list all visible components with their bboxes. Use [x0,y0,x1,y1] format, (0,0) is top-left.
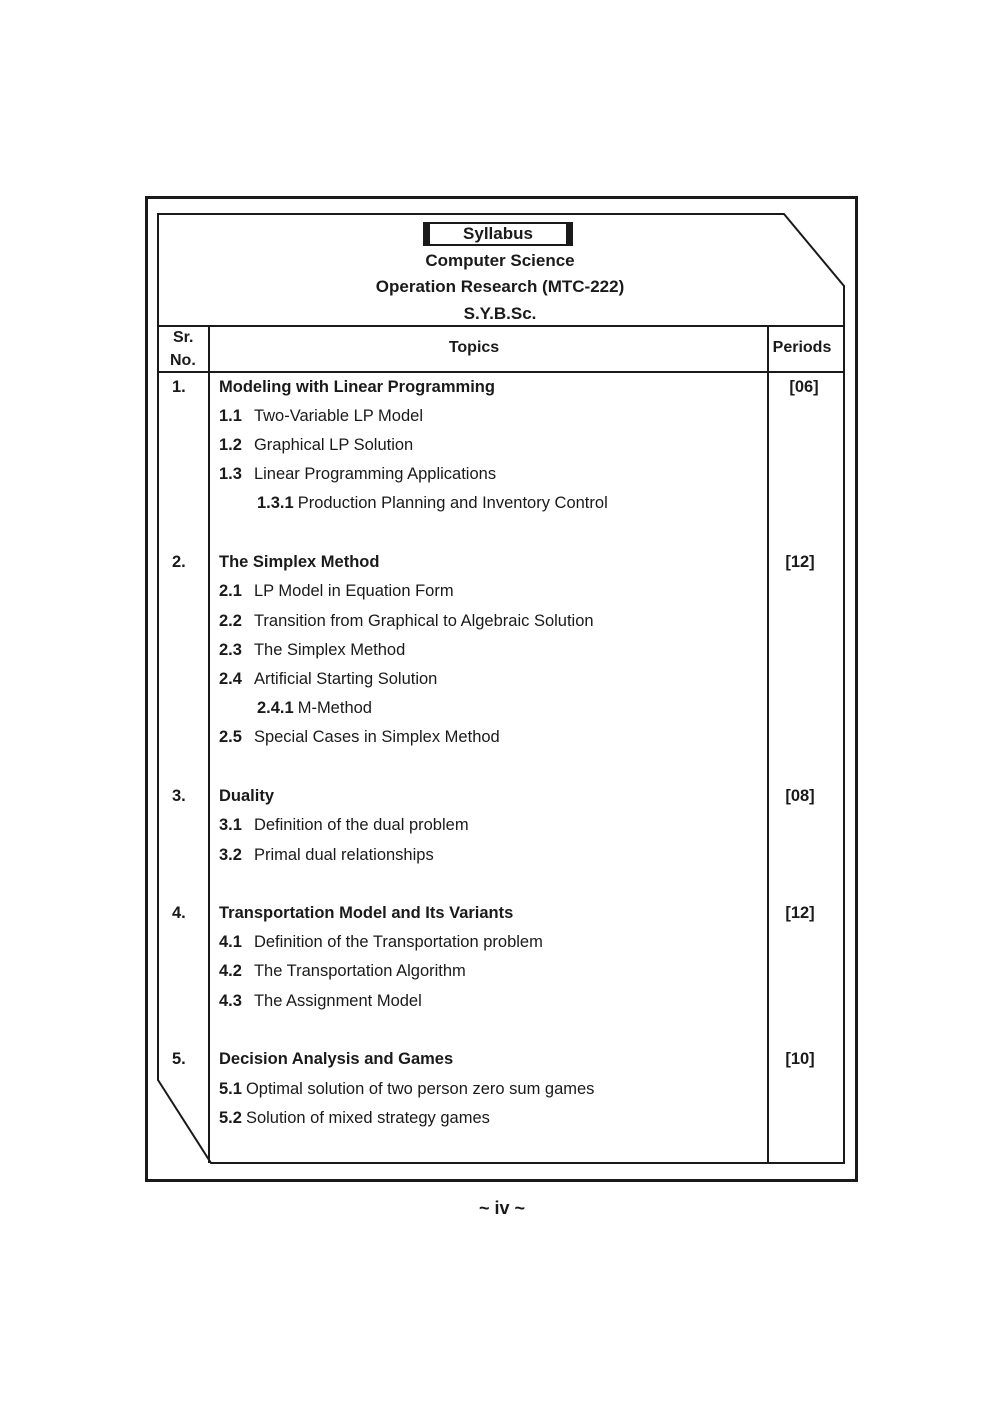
topic-item: 4.1 Definition of the Transportation problem [219,933,543,951]
unit-title: Decision Analysis and Games [219,1050,454,1068]
column-header-topics: Topics [448,339,500,356]
topic-item: 2.2 Transition from Graphical to Algebraic Solution [219,612,594,630]
column-header-sr: Sr. [173,329,194,346]
unit-title: Transportation Model and Its Variants [219,904,514,922]
topic-item: 2.4.1 M-Method [257,699,372,717]
course-title: Operation Research (MTC-222) [375,277,625,296]
page-number: ~ iv ~ [478,1198,526,1218]
topic-item: 2.3 The Simplex Method [219,641,406,659]
topic-item: 1.2 Graphical LP Solution [219,436,414,454]
unit-title: Modeling with Linear Programming [219,378,495,396]
class-title: S.Y.B.Sc. [463,304,537,323]
topic-item: 2.5 Special Cases in Simplex Method [219,728,500,746]
unit-periods: [10] [785,1050,815,1068]
unit-title: The Simplex Method [219,553,380,571]
topic-item: 1.1 Two-Variable LP Model [219,407,423,425]
topic-item: 4.2 The Transportation Algorithm [219,962,466,980]
column-header-no: No. [170,352,196,369]
unit-periods: [06] [789,378,819,396]
unit-periods: [12] [785,553,815,571]
unit-number: 4. [172,904,186,922]
topic-item: 3.2 Primal dual relationships [219,846,434,864]
topic-item: 2.1 LP Model in Equation Form [219,582,454,600]
unit-number: 5. [172,1050,186,1068]
topic-item: 5.1 Optimal solution of two person zero sum games [219,1080,595,1098]
unit-title: Duality [219,787,275,805]
unit-number: 3. [172,787,186,805]
unit-periods: [12] [785,904,815,922]
topic-item: 3.1 Definition of the dual problem [219,816,469,834]
unit-periods: [08] [785,787,815,805]
syllabus-badge: Syllabus [423,222,573,246]
topic-item: 1.3.1 Production Planning and Inventory Control [257,494,608,512]
topic-item: 5.2 Solution of mixed strategy games [219,1109,490,1127]
topic-item: 4.3 The Assignment Model [219,992,422,1010]
department-title: Computer Science [425,251,575,270]
column-header-periods: Periods [772,339,832,356]
unit-number: 1. [172,378,186,396]
unit-number: 2. [172,553,186,571]
topic-item: 1.3 Linear Programming Applications [219,465,497,483]
topic-item: 2.4 Artificial Starting Solution [219,670,438,688]
